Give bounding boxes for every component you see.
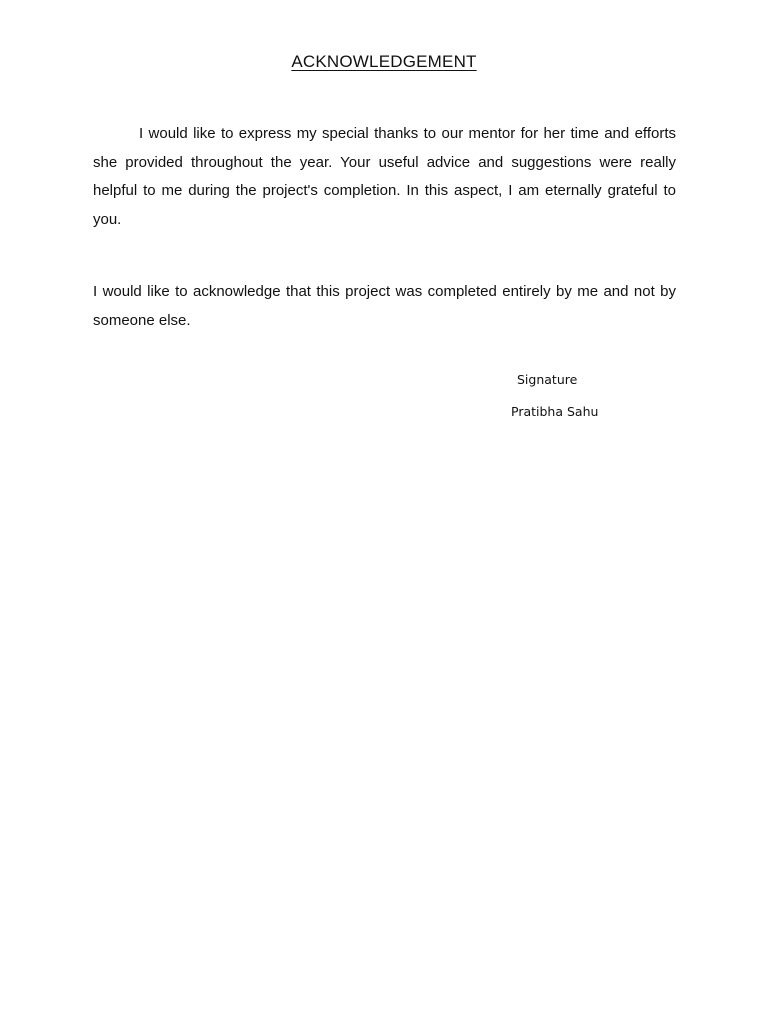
acknowledgement-paragraph-2: I would like to acknowledge that this project was completed entirely by me and not by someone else. <box>93 283 676 329</box>
signature-label: Signature <box>517 372 578 387</box>
page-title: ACKNOWLEDGEMENT <box>291 52 477 71</box>
signatory-name: Pratibha Sahu <box>511 404 599 419</box>
acknowledgement-paragraph-1: I would like to express my special thanks to our mentor for her time and efforts she provided throughout the year. Your useful advice and suggestions were really helpful to me during the project's completion. In this aspect, I am eternally grateful to you. <box>93 125 676 228</box>
